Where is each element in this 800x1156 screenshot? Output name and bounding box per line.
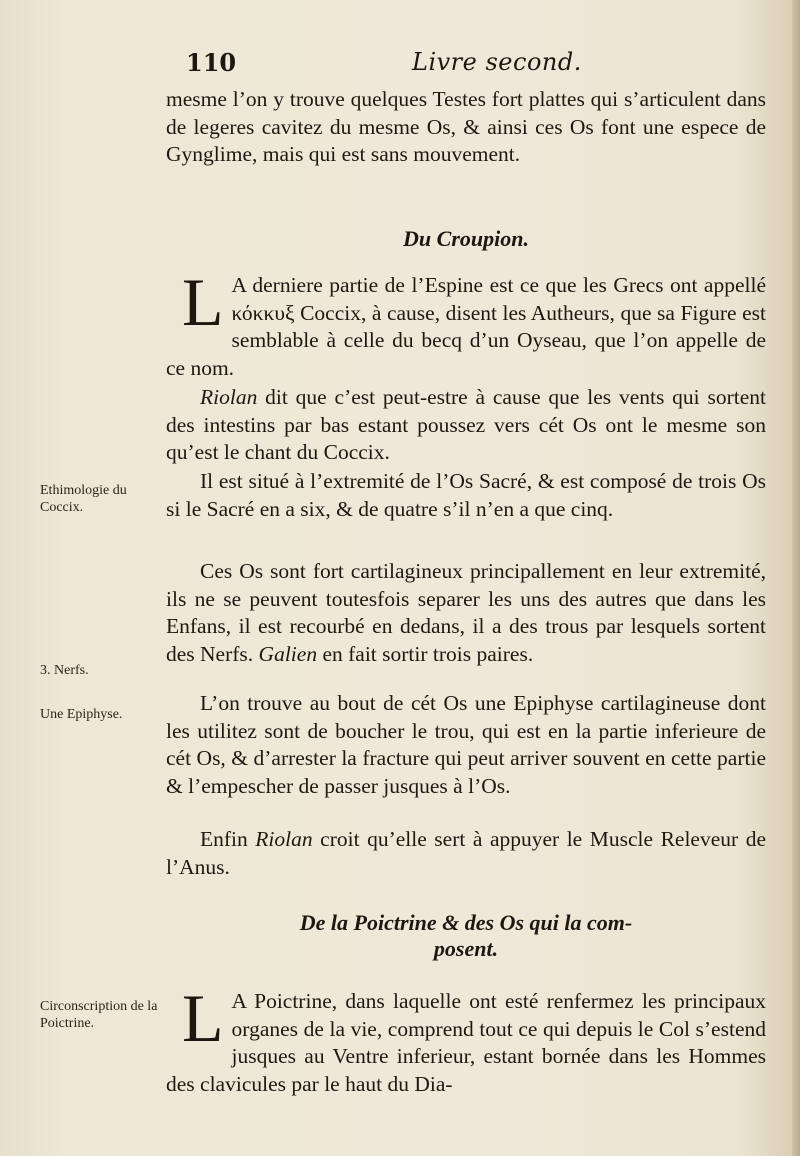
paragraph-text: A Poictrine, dans laquelle ont esté renfermez les principaux organes de la vie, comprend tout ce qui depuis le Col s’estend jusques au Ventre inferieur, estant bornée dans les Hommes des clavicules par le haut du Dia- (166, 989, 766, 1096)
paragraph-poictrine-intro (166, 980, 766, 1098)
margin-note-circonscription: Circonscription de la Poictrine. (40, 999, 158, 1031)
paragraph-cartilage (166, 558, 766, 668)
paragraph-text: dit que c’est peut-estre à cause que les vents qui sortent des intestins par bas estant poussez vers cét Os ont le mesme son qu’est le chant du Coccix. (166, 385, 766, 464)
paragraph-text: Enfin (200, 827, 256, 851)
author-name: Galien (258, 641, 318, 666)
section-heading-poictrine (166, 910, 766, 962)
paragraph-text: croit qu’elle sert à appuyer le Muscle Releveur de l’Anus. (166, 827, 766, 879)
paragraph-riolan (166, 384, 766, 467)
heading-line: posent. (433, 936, 499, 961)
heading-line: De la Poictrine & des Os qui la com- (299, 910, 633, 935)
paragraph-text: A derniere partie de l’Espine est ce que les Grecs ont appellé κόκκυξ Coccix, à cause, disent les Autheurs, que sa Figure est semblable à celle du becq d’un Oyseau, que l’on appelle de ce nom. (166, 273, 766, 380)
paragraph-text: en fait sortir trois paires. (317, 641, 534, 666)
continuation-paragraph: mesme l’on y trouve quelques Testes fort plattes qui s’articulent dans de legeres cavitez du mesme Os, & ainsi ces Os font une espece de Gynglime, mais qui est sans mouvement. (166, 87, 766, 166)
page-number: 110 (186, 48, 237, 77)
section-heading-croupion: Du Croupion. (403, 226, 529, 251)
author-name: Riolan (255, 827, 313, 851)
page-edge (792, 0, 800, 1156)
margin-note-epiphyse: Une Epiphyse. (40, 707, 123, 722)
drop-cap-letter: L (182, 980, 224, 1056)
margin-note-nerfs: 3. Nerfs. (40, 663, 89, 678)
author-name: Riolan (200, 385, 258, 409)
margin-note-ethimologie: Ethimologie du Coccix. (40, 483, 127, 515)
paragraph-muscle (166, 826, 766, 881)
paragraph-coccix-intro (166, 264, 766, 382)
drop-cap-letter: L (182, 264, 224, 340)
running-title: Livre second. (412, 48, 582, 76)
paragraph-epiphyse: L’on trouve au bout de cét Os une Epiphyse cartilagineuse dont les utilitez sont de boucher le trou, qui est en la partie inferieure de cét Os, & d’arrester la fracture qui peut arriver souvent en cette partie & l’empescher de passer jusques à l’Os. (166, 691, 766, 798)
page-header (176, 46, 766, 82)
paragraph-situation: Il est situé à l’extremité de l’Os Sacré, & est composé de trois Os si le Sacré en a six, & de quatre s’il n’en a que cinq. (166, 469, 766, 521)
paragraph-text: Ces Os sont fort cartilagineux principallement en leur extremité, ils ne se peuvent toutesfois separer les uns des autres que dans les Enfans, il est recourbé en dedans, il a des trous par lesquels sortent des Nerfs. (166, 559, 766, 666)
